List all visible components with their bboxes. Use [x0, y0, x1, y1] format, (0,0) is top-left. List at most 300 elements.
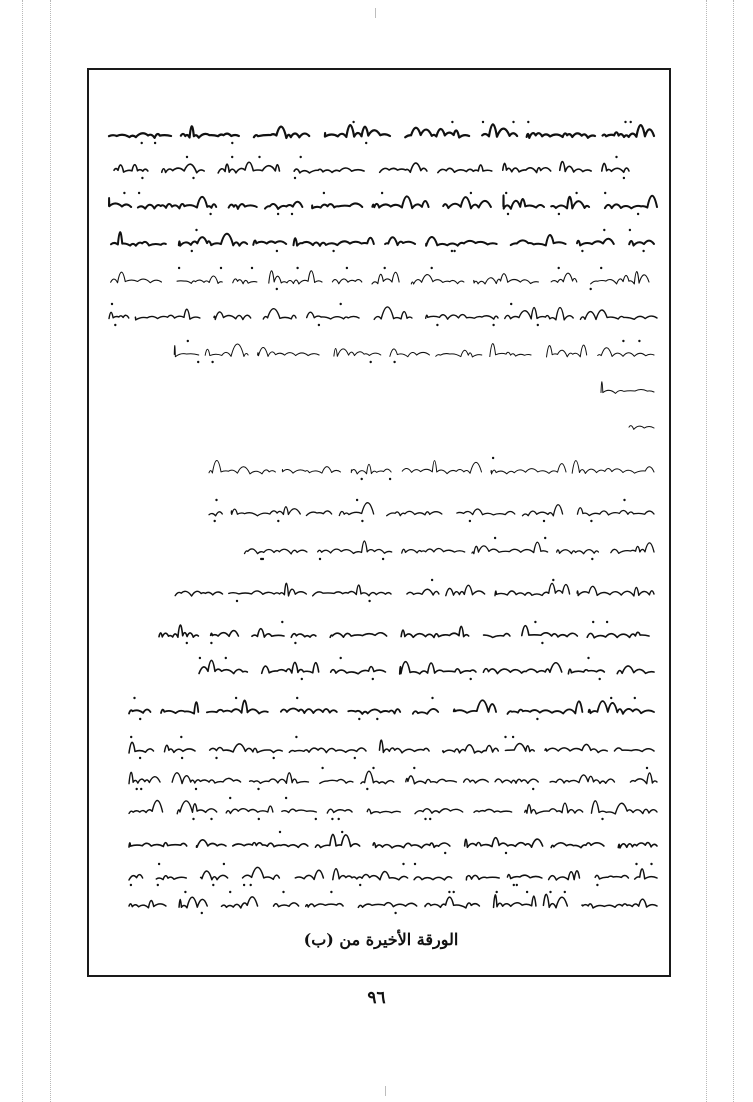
diacritic-dot [235, 697, 237, 699]
diacritic-dot [558, 213, 560, 215]
handwriting-stroke [253, 241, 286, 245]
diacritic-dot [552, 579, 554, 581]
handwriting-stroke [196, 840, 225, 847]
handwriting-stroke [503, 195, 544, 208]
diacritic-dot [300, 156, 302, 158]
handwriting-stroke [175, 591, 222, 596]
diacritic-dot [356, 499, 358, 501]
diacritic-dot [277, 520, 279, 522]
diacritic-dot [192, 177, 194, 179]
handwriting-stroke [233, 843, 308, 848]
diacritic-dot [186, 642, 188, 644]
handwriting-stroke [229, 583, 307, 596]
handwriting-stroke [605, 196, 657, 209]
diacritic-dot [516, 884, 518, 886]
diacritic-dot [257, 788, 259, 790]
diacritic-dot [544, 537, 546, 539]
handwriting-stroke [361, 771, 394, 783]
diacritic-dot [180, 736, 182, 738]
handwriting-stroke [577, 586, 654, 596]
scan-guide-line [22, 0, 23, 1102]
handwriting-stroke [618, 843, 657, 848]
handwriting-stroke [522, 626, 578, 637]
diacritic-dot [638, 340, 640, 342]
diacritic-dot [197, 361, 199, 363]
handwriting-stroke [327, 809, 352, 813]
diacritic-dot [451, 121, 453, 123]
diacritic-dot [492, 324, 494, 326]
handwriting-stroke [411, 275, 464, 284]
handwriting-stroke [483, 663, 561, 674]
diacritic-dot [123, 192, 125, 194]
handwriting-stroke [263, 309, 296, 319]
diacritic-dot [361, 478, 363, 480]
diacritic-dot [229, 891, 231, 893]
diacritic-dot [512, 736, 514, 738]
handwriting-stroke [560, 162, 591, 172]
diacritic-dot [564, 891, 566, 893]
handwriting-stroke [209, 512, 222, 516]
diacritic-dot [575, 192, 577, 194]
diacritic-dot [370, 361, 372, 363]
diacritic-dot [212, 884, 214, 886]
diacritic-dot [537, 324, 539, 326]
handwriting-stroke [617, 666, 654, 674]
handwriting-stroke [385, 237, 415, 245]
diacritic-dot [258, 818, 260, 820]
diacritic-dot [492, 457, 494, 459]
diacritic-dot [543, 520, 545, 522]
diacritic-dot [402, 863, 404, 865]
page-caption: الورقة الأخيرة من (ب) [303, 930, 459, 949]
handwriting-stroke [172, 773, 240, 784]
diacritic-dot [201, 912, 203, 914]
handwriting-stroke [254, 127, 309, 138]
diacritic-dot [139, 757, 141, 759]
diacritic-dot [424, 818, 426, 820]
handwriting-stroke [231, 507, 300, 516]
diacritic-dot [510, 303, 512, 305]
handwriting-stroke [250, 773, 309, 784]
diacritic-dot [512, 121, 514, 123]
diacritic-dot [414, 863, 416, 865]
handwriting-stroke [474, 809, 512, 812]
handwriting-stroke [207, 700, 268, 713]
handwriting-stroke [598, 348, 654, 357]
diacritic-dot [615, 156, 617, 158]
diacritic-dot [635, 863, 637, 865]
diacritic-dot [215, 757, 217, 759]
diacritic-dot [346, 267, 348, 269]
handwriting-stroke [252, 629, 284, 637]
handwriting-stroke [367, 809, 400, 814]
handwriting-stroke [294, 168, 364, 173]
diacritic-dot [650, 863, 652, 865]
diacritic-dot [192, 818, 194, 820]
diacritic-dot [532, 788, 534, 790]
handwriting-stroke [291, 634, 316, 638]
diacritic-dot [590, 288, 592, 290]
diacritic-dot [279, 831, 281, 833]
handwriting-stroke [159, 625, 198, 637]
handwriting-stroke [611, 543, 654, 553]
diacritic-dot [141, 177, 143, 179]
diacritic-dot [431, 579, 433, 581]
handwriting-stroke [577, 508, 654, 516]
handwriting-stroke [334, 349, 381, 357]
handwriting-stroke [138, 197, 216, 209]
handwriting-stroke [129, 800, 163, 813]
diacritic-dot [505, 192, 507, 194]
diacritic-dot [136, 788, 138, 790]
handwriting-stroke [572, 461, 654, 474]
handwriting-stroke [614, 748, 654, 752]
diacritic-dot [340, 303, 342, 305]
handwriting-stroke [348, 709, 400, 714]
diacritic-dot [504, 736, 506, 738]
diacritic-dot [469, 520, 471, 522]
handwriting-stroke [111, 232, 166, 246]
handwriting-stroke [407, 589, 439, 595]
handwriting-stroke [465, 838, 543, 848]
diacritic-dot [372, 767, 374, 769]
diacritic-dot [634, 697, 636, 699]
diacritic-dot [323, 192, 325, 194]
diacritic-dot [243, 884, 245, 886]
diacritic-dot [340, 657, 342, 659]
handwriting-stroke [312, 203, 362, 208]
handwriting-stroke [457, 509, 515, 515]
handwriting-stroke [229, 204, 257, 209]
diacritic-dot [451, 250, 453, 252]
diacritic-dot [629, 229, 631, 231]
diacritic-dot [210, 818, 212, 820]
diacritic-dot [361, 520, 363, 522]
diacritic-dot [368, 600, 370, 602]
handwriting-stroke [325, 125, 390, 137]
handwriting-stroke [129, 772, 160, 783]
diacritic-dot [276, 250, 278, 252]
handwriting-stroke [591, 272, 649, 284]
handwriting-stroke [372, 272, 399, 284]
diacritic-dot [138, 192, 140, 194]
diacritic-dot [330, 891, 332, 893]
handwriting-stroke [472, 542, 548, 553]
diacritic-dot [372, 678, 374, 680]
handwriting-stroke [262, 662, 319, 673]
handwriting-stroke [589, 701, 654, 714]
diacritic-dot [276, 288, 278, 290]
handwriting-stroke [162, 164, 204, 173]
diacritic-dot [624, 121, 626, 123]
handwriting-stroke [474, 274, 539, 284]
handwriting-stroke [318, 541, 392, 553]
handwriting-stroke [587, 632, 649, 637]
diacritic-dot [273, 757, 275, 759]
diacritic-dot [277, 213, 279, 215]
handwriting-stroke [630, 773, 657, 784]
diacritic-dot [637, 213, 639, 215]
handwriting-stroke [374, 307, 412, 319]
handwriting-stroke [109, 133, 171, 138]
diacritic-dot [111, 303, 113, 305]
diacritic-dot [496, 891, 498, 893]
diacritic-dot [436, 324, 438, 326]
diacritic-dot [133, 697, 135, 699]
handwriting-stroke [379, 740, 429, 753]
diacritic-dot [229, 797, 231, 799]
handwriting-stroke [258, 347, 320, 356]
handwriting-stroke [265, 202, 302, 209]
diacritic-dot [354, 757, 356, 759]
diacritic-dot [558, 267, 560, 269]
diacritic-dot [215, 499, 217, 501]
handwriting-stroke [199, 660, 247, 673]
diacritic-dot [453, 891, 455, 893]
handwriting-stroke [181, 126, 239, 137]
diacritic-dot [630, 121, 632, 123]
handwriting-stroke [595, 875, 628, 879]
diacritic-dot [482, 121, 484, 123]
diacritic-dot [236, 600, 238, 602]
handwriting-stroke [111, 272, 162, 283]
diacritic-dot [470, 192, 472, 194]
handwriting-stroke [114, 165, 148, 172]
handwriting-stroke [161, 702, 198, 714]
handwriting-stroke [320, 779, 353, 783]
handwriting-stroke [358, 903, 416, 908]
handwriting-stroke [179, 897, 207, 908]
handwriting-stroke [177, 801, 217, 814]
handwriting-stroke [245, 549, 307, 554]
diacritic-dot [623, 499, 625, 501]
diacritic-dot [394, 912, 396, 914]
handwriting-stroke [603, 125, 654, 137]
diacritic-dot [591, 558, 593, 560]
handwriting-stroke [482, 124, 517, 136]
handwriting-stroke [330, 633, 386, 638]
handwriting-stroke [306, 511, 331, 516]
diacritic-dot [581, 250, 583, 252]
handwriting-stroke [129, 742, 154, 753]
diacritic-dot [223, 863, 225, 865]
diacritic-dot [596, 884, 598, 886]
handwriting-stroke [129, 875, 143, 880]
diacritic-dot [587, 657, 589, 659]
diacritic-dot [332, 250, 334, 252]
diacritic-dot [296, 697, 298, 699]
diacritic-dot [448, 891, 450, 893]
diacritic-dot [382, 558, 384, 560]
diacritic-dot [231, 156, 233, 158]
handwriting-stroke [414, 877, 452, 880]
diacritic-dot [610, 697, 612, 699]
handwriting-stroke [415, 809, 463, 814]
diacritic-dot [294, 642, 296, 644]
diacritic-dot [220, 267, 222, 269]
handwritten-manuscript-image [89, 70, 673, 979]
diacritic-dot [195, 229, 197, 231]
handwriting-stroke [503, 163, 551, 172]
handwriting-stroke [129, 901, 166, 908]
handwriting-stroke [436, 350, 482, 357]
diacritic-dot [114, 324, 116, 326]
handwriting-stroke [490, 344, 531, 357]
diacritic-dot [470, 678, 472, 680]
handwriting-stroke [282, 809, 316, 812]
diacritic-dot [331, 818, 333, 820]
diacritic-dot [642, 250, 644, 252]
diacritic-dot [140, 788, 142, 790]
handwriting-stroke [307, 312, 359, 319]
manuscript-frame [87, 68, 671, 977]
diacritic-dot [592, 621, 594, 623]
diacritic-dot [130, 884, 132, 886]
handwriting-stroke [109, 198, 131, 207]
handwriting-stroke [511, 235, 566, 245]
diacritic-dot [301, 678, 303, 680]
handwriting-stroke [387, 511, 442, 515]
handwriting-stroke [243, 867, 280, 879]
handwriting-stroke [401, 626, 469, 637]
handwriting-stroke [494, 895, 536, 908]
handwriting-stroke [495, 779, 538, 783]
diacritic-dot [606, 621, 608, 623]
scan-guide-line [706, 0, 707, 1102]
diacritic-dot [453, 250, 455, 252]
handwriting-stroke [339, 503, 373, 516]
diacritic-dot [281, 621, 283, 623]
handwriting-stroke [273, 903, 298, 907]
diacritic-dot [384, 267, 386, 269]
handwriting-stroke [315, 834, 359, 847]
scan-guide-line [50, 0, 51, 1102]
handwriting-stroke [205, 344, 248, 356]
diacritic-dot [431, 267, 433, 269]
diacritic-dot [507, 213, 509, 215]
handwriting-stroke [211, 631, 239, 637]
diacritic-dot [341, 831, 343, 833]
handwriting-stroke [446, 585, 485, 595]
handwriting-stroke [218, 162, 279, 173]
handwriting-stroke [293, 238, 373, 246]
diacritic-dot [494, 537, 496, 539]
handwriting-stroke [635, 869, 657, 879]
handwriting-stroke [550, 775, 614, 783]
handwriting-stroke [402, 461, 481, 474]
diacritic-dot [623, 177, 625, 179]
handwriting-stroke [505, 308, 573, 320]
diacritic-dot [429, 818, 431, 820]
diacritic-dot [359, 884, 361, 886]
handwriting-stroke [443, 197, 491, 208]
handwriting-stroke [425, 897, 479, 908]
diacritic-dot [599, 678, 601, 680]
handwriting-stroke [551, 843, 604, 848]
handwriting-stroke [269, 271, 322, 284]
handwriting-stroke [551, 273, 577, 282]
diacritic-dot [315, 818, 317, 820]
diacritic-dot [262, 558, 264, 560]
handwriting-stroke [281, 708, 337, 713]
handwriting-stroke [289, 748, 366, 753]
handwriting-stroke [545, 744, 607, 752]
handwriting-stroke [351, 464, 391, 474]
diacritic-dot [534, 621, 536, 623]
handwriting-stroke [491, 464, 566, 474]
diacritic-dot [376, 718, 378, 720]
diacritic-dot [318, 324, 320, 326]
diacritic-dot [195, 788, 197, 790]
handwriting-stroke [295, 870, 323, 879]
diacritic-dot [285, 797, 287, 799]
diacritic-dot [321, 767, 323, 769]
handwriting-stroke [443, 745, 499, 753]
diacritic-dot [214, 520, 216, 522]
handwriting-stroke [577, 239, 614, 246]
diacritic-dot [389, 478, 391, 480]
diacritic-dot [282, 891, 284, 893]
handwriting-stroke [523, 505, 563, 516]
diacritic-dot [294, 177, 296, 179]
handwriting-stroke [201, 871, 228, 880]
diacritic-dot [141, 142, 143, 144]
page-number: ٩٦ [367, 988, 386, 1008]
handwriting-stroke [109, 312, 129, 318]
diacritic-dot [366, 788, 368, 790]
diacritic-dot [250, 884, 252, 886]
handwriting-stroke [438, 165, 492, 173]
diacritic-dot [225, 657, 227, 659]
handwriting-stroke [557, 550, 599, 554]
diacritic-dot [186, 156, 188, 158]
diacritic-dot [527, 121, 529, 123]
handwriting-stroke [426, 237, 497, 246]
handwriting-stroke [333, 869, 408, 880]
diacritic-dot [157, 884, 159, 886]
handwriting-stroke [156, 876, 186, 880]
diacritic-dot [352, 121, 354, 123]
handwriting-stroke [209, 461, 275, 474]
handwriting-stroke [313, 585, 391, 596]
handwriting-stroke [505, 744, 534, 752]
handwriting-stroke [527, 133, 595, 138]
handwriting-stroke [174, 346, 199, 357]
diacritic-dot [604, 192, 606, 194]
diacritic-dot [603, 229, 605, 231]
diacritic-dot [513, 884, 515, 886]
handwriting-stroke [129, 843, 187, 847]
diacritic-dot [199, 657, 201, 659]
diacritic-dot [622, 340, 624, 342]
handwriting-stroke [549, 871, 580, 880]
handwriting-stroke [214, 312, 251, 320]
scan-guide-line [733, 0, 734, 1102]
diacritic-dot [191, 250, 193, 252]
diacritic-dot [590, 520, 592, 522]
diacritic-dot [444, 852, 446, 854]
handwriting-stroke [402, 548, 465, 553]
handwriting-stroke [282, 467, 340, 474]
diacritic-dot [338, 818, 340, 820]
diacritic-dot [209, 213, 211, 215]
diacritic-dot [211, 361, 213, 363]
diacritic-dot [210, 642, 212, 644]
handwriting-stroke [165, 745, 196, 752]
diacritic-dot [154, 142, 156, 144]
handwriting-stroke [495, 583, 570, 595]
diacritic-dot [536, 718, 538, 720]
